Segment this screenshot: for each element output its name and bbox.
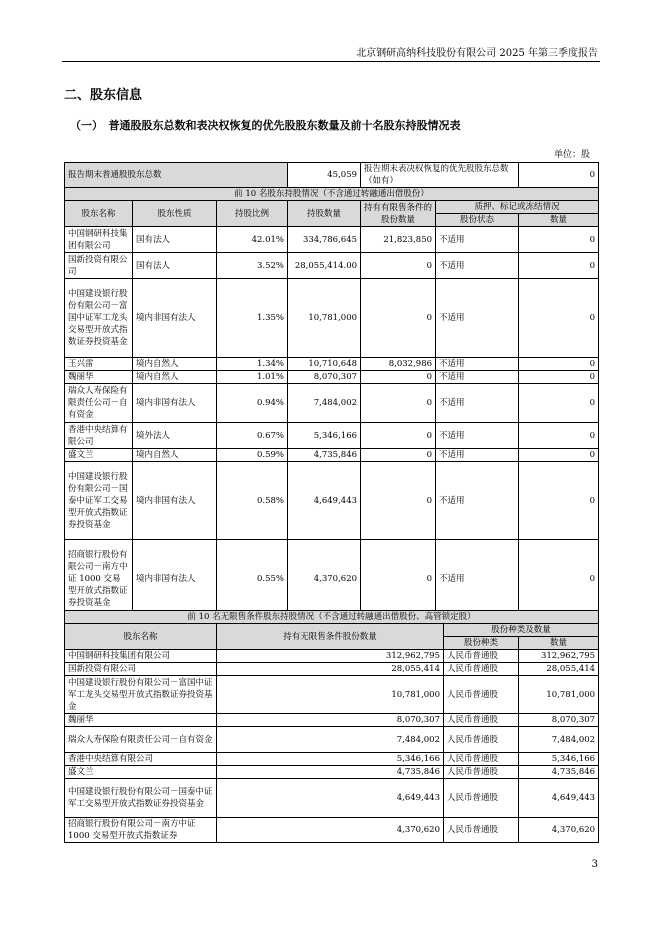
- share-type: 人民币普通股: [444, 753, 519, 766]
- section-title: 二、股东信息: [64, 88, 143, 103]
- shareholder-name: 中国建设银行股份有限公司－国泰中证军工交易型开放式指数证券投资基金: [65, 462, 133, 540]
- table-row: [65, 663, 599, 676]
- shareholder-name: 国新投资有限公司: [65, 253, 133, 279]
- pledge-count: 0: [519, 358, 599, 371]
- shareholder-nature: 境内非国有法人: [133, 279, 217, 358]
- summary-row: [65, 163, 599, 188]
- header-row: [65, 624, 599, 637]
- share-quantity: 5,346,166: [519, 753, 599, 766]
- restricted-count: 0: [361, 540, 436, 618]
- header-row: [65, 201, 599, 214]
- share-quantity: 7,484,002: [519, 727, 599, 753]
- pledge-count: 0: [519, 423, 599, 449]
- holding-count: 10,781,000: [288, 279, 361, 358]
- table-row: [65, 540, 599, 618]
- shareholder-nature: 境内非国有法人: [133, 462, 217, 540]
- shareholder-name: 盛文兰: [65, 766, 217, 779]
- table-row: [65, 676, 599, 714]
- shareholder-name: 魏丽华: [65, 371, 133, 384]
- table-row: [65, 371, 599, 384]
- shareholder-name: 魏丽华: [65, 714, 217, 727]
- pledge-count: 0: [519, 227, 599, 253]
- summary-label-1: 报告期末普通股股东总数: [65, 163, 288, 188]
- col-header-type-group: 股份种类及数量: [444, 624, 599, 637]
- shareholder-name: 国新投资有限公司: [65, 663, 217, 676]
- holding-count: 28,055,414.00: [288, 253, 361, 279]
- pledge-count: 0: [519, 449, 599, 462]
- share-quantity: 312,962,795: [519, 650, 599, 663]
- restricted-count: 8,032,986: [361, 358, 436, 371]
- holding-ratio: 0.59%: [217, 449, 288, 462]
- table-row: [65, 423, 599, 449]
- restricted-count: 0: [361, 371, 436, 384]
- pledge-status: 不适用: [436, 423, 519, 449]
- table-row: [65, 714, 599, 727]
- pledge-status: 不适用: [436, 449, 519, 462]
- holding-ratio: 0.58%: [217, 462, 288, 540]
- pledge-status: 不适用: [436, 371, 519, 384]
- col-header-name: 股东名称: [65, 624, 217, 650]
- shareholder-nature: 境内非国有法人: [133, 384, 217, 423]
- unrestricted-count: 5,346,166: [217, 753, 444, 766]
- table-row: [65, 766, 599, 779]
- holding-ratio: 42.01%: [217, 227, 288, 253]
- share-quantity: 4,370,620: [519, 818, 599, 843]
- holding-count: 4,649,443: [288, 462, 361, 540]
- pledge-status: 不适用: [436, 462, 519, 540]
- col-header-name: 股东名称: [65, 201, 133, 227]
- restricted-count: 21,823,850: [361, 227, 436, 253]
- unrestricted-count: 7,484,002: [217, 727, 444, 753]
- share-quantity: 4,735,846: [519, 766, 599, 779]
- page-number: 3: [591, 859, 598, 870]
- holding-count: 7,484,002: [288, 384, 361, 423]
- shareholder-nature: 国有法人: [133, 253, 217, 279]
- pledge-status: 不适用: [436, 358, 519, 371]
- col-header-qty: 数量: [519, 637, 599, 650]
- table-row: [65, 449, 599, 462]
- restricted-count: 0: [361, 449, 436, 462]
- shareholder-nature: 国有法人: [133, 227, 217, 253]
- col-header-nature: 股东性质: [133, 201, 217, 227]
- shareholder-name: 中国建设银行股份有限公司－国泰中证军工交易型开放式指数证券投资基金: [65, 779, 217, 818]
- unrestricted-count: 4,649,443: [217, 779, 444, 818]
- shareholder-name: 招商银行股份有限公司－南方中证 1000 交易型开放式指数证券: [65, 818, 217, 843]
- table-row: [65, 279, 599, 358]
- unrestricted-count: 4,370,620: [217, 818, 444, 843]
- pledge-status: 不适用: [436, 540, 519, 618]
- share-type: 人民币普通股: [444, 663, 519, 676]
- shareholder-name: 瑞众人寿保险有限责任公司－自有资金: [65, 727, 217, 753]
- share-quantity: 4,649,443: [519, 779, 599, 818]
- share-type: 人民币普通股: [444, 818, 519, 843]
- top10-shareholders-table: [64, 162, 599, 618]
- shareholder-name: 中国建设银行股份有限公司－富国中证军工龙头交易型开放式指数证券投资基金: [65, 676, 217, 714]
- summary-value-2: 0: [519, 163, 599, 188]
- col-header-pledge-group: 质押、标记或冻结情况: [436, 201, 599, 214]
- table-row: [65, 227, 599, 253]
- holding-ratio: 0.94%: [217, 384, 288, 423]
- pledge-count: 0: [519, 253, 599, 279]
- share-type: 人民币普通股: [444, 727, 519, 753]
- col-header-ratio: 持股比例: [217, 201, 288, 227]
- table-row: [65, 384, 599, 423]
- pledge-count: 0: [519, 384, 599, 423]
- shareholder-nature: 境内自然人: [133, 371, 217, 384]
- pledge-count: 0: [519, 371, 599, 384]
- summary-value-1: 45,059: [288, 163, 361, 188]
- share-type: 人民币普通股: [444, 779, 519, 818]
- table-row: [65, 818, 599, 843]
- holding-count: 8,070,307: [288, 371, 361, 384]
- share-quantity: 10,781,000: [519, 676, 599, 714]
- restricted-count: 0: [361, 462, 436, 540]
- table-row: [65, 753, 599, 766]
- col-header-pledge-count: 数量: [519, 214, 599, 227]
- share-type: 人民币普通股: [444, 714, 519, 727]
- shareholder-name: 中国钢研科技集团有限公司: [65, 227, 133, 253]
- top10-unrestricted-table: [64, 610, 599, 843]
- table-row: [65, 650, 599, 663]
- shareholder-nature: 境内自然人: [133, 449, 217, 462]
- unrestricted-count: 28,055,414: [217, 663, 444, 676]
- unrestricted-count: 312,962,795: [217, 650, 444, 663]
- col-header-count: 持股数量: [288, 201, 361, 227]
- table-row: [65, 253, 599, 279]
- holding-ratio: 0.55%: [217, 540, 288, 618]
- pledge-status: 不适用: [436, 253, 519, 279]
- shareholder-nature: 境内非国有法人: [133, 540, 217, 618]
- subsection-title: （一） 普通股股东总数和表决权恢复的优先股股东数量及前十名股东持股情况表: [70, 119, 461, 132]
- shareholder-nature: 境内自然人: [133, 358, 217, 371]
- shareholder-name: 香港中央结算有限公司: [65, 423, 133, 449]
- table-row: [65, 779, 599, 818]
- unit-label: 单位：股: [553, 150, 590, 160]
- pledge-status: 不适用: [436, 279, 519, 358]
- unrestricted-count: 8,070,307: [217, 714, 444, 727]
- col-header-pledge-status: 股份状态: [436, 214, 519, 227]
- col-header-count: 持有无限售条件股份数量: [217, 624, 444, 650]
- shareholder-nature: 境外法人: [133, 423, 217, 449]
- pledge-count: 0: [519, 279, 599, 358]
- holding-count: 10,710,648: [288, 358, 361, 371]
- pledge-status: 不适用: [436, 227, 519, 253]
- shareholder-name: 香港中央结算有限公司: [65, 753, 217, 766]
- shareholder-name: 瑞众人寿保险有限责任公司－自有资金: [65, 384, 133, 423]
- unrestricted-count: 4,735,846: [217, 766, 444, 779]
- top10-title: 前 10 名股东持股情况（不含通过转融通出借股份）: [65, 188, 599, 201]
- table-title-row: [65, 611, 599, 624]
- restricted-count: 0: [361, 279, 436, 358]
- col-header-type: 股份种类: [444, 637, 519, 650]
- holding-ratio: 0.67%: [217, 423, 288, 449]
- shareholder-name: 王兴雷: [65, 358, 133, 371]
- restricted-count: 0: [361, 384, 436, 423]
- share-quantity: 8,070,307: [519, 714, 599, 727]
- share-quantity: 28,055,414: [519, 663, 599, 676]
- header-rule: [62, 61, 600, 62]
- table-row: [65, 462, 599, 540]
- pledge-count: 0: [519, 462, 599, 540]
- table-row: [65, 358, 599, 371]
- holding-ratio: 1.35%: [217, 279, 288, 358]
- col-header-restricted: 持有有限售条件的股份数量: [361, 201, 436, 227]
- shareholder-name: 中国钢研科技集团有限公司: [65, 650, 217, 663]
- holding-ratio: 3.52%: [217, 253, 288, 279]
- table-title-row: [65, 188, 599, 201]
- pledge-count: 0: [519, 540, 599, 618]
- holding-count: 4,735,846: [288, 449, 361, 462]
- share-type: 人民币普通股: [444, 766, 519, 779]
- unrestricted-count: 10,781,000: [217, 676, 444, 714]
- pledge-status: 不适用: [436, 384, 519, 423]
- holding-count: 4,370,620: [288, 540, 361, 618]
- restricted-count: 0: [361, 423, 436, 449]
- holding-count: 5,346,166: [288, 423, 361, 449]
- shareholder-name: 招商银行股份有限公司－南方中证 1000 交易型开放式指数证券投资基金: [65, 540, 133, 618]
- shareholder-name: 盛文兰: [65, 449, 133, 462]
- share-type: 人民币普通股: [444, 676, 519, 714]
- restricted-count: 0: [361, 253, 436, 279]
- holding-count: 334,786,645: [288, 227, 361, 253]
- table-row: [65, 727, 599, 753]
- summary-label-2: 报告期末表决权恢复的优先股股东总数（如有）: [361, 163, 519, 188]
- page-header: 北京钢研高纳科技股份有限公司 2025 年第三季度报告: [356, 48, 598, 59]
- top10-unrestricted-title: 前 10 名无限售条件股东持股情况（不含通过转融通出借股份、高管锁定股）: [65, 611, 599, 624]
- holding-ratio: 1.01%: [217, 371, 288, 384]
- shareholder-name: 中国建设银行股份有限公司－富国中证军工龙头交易型开放式指数证券投资基金: [65, 279, 133, 358]
- share-type: 人民币普通股: [444, 650, 519, 663]
- holding-ratio: 1.34%: [217, 358, 288, 371]
